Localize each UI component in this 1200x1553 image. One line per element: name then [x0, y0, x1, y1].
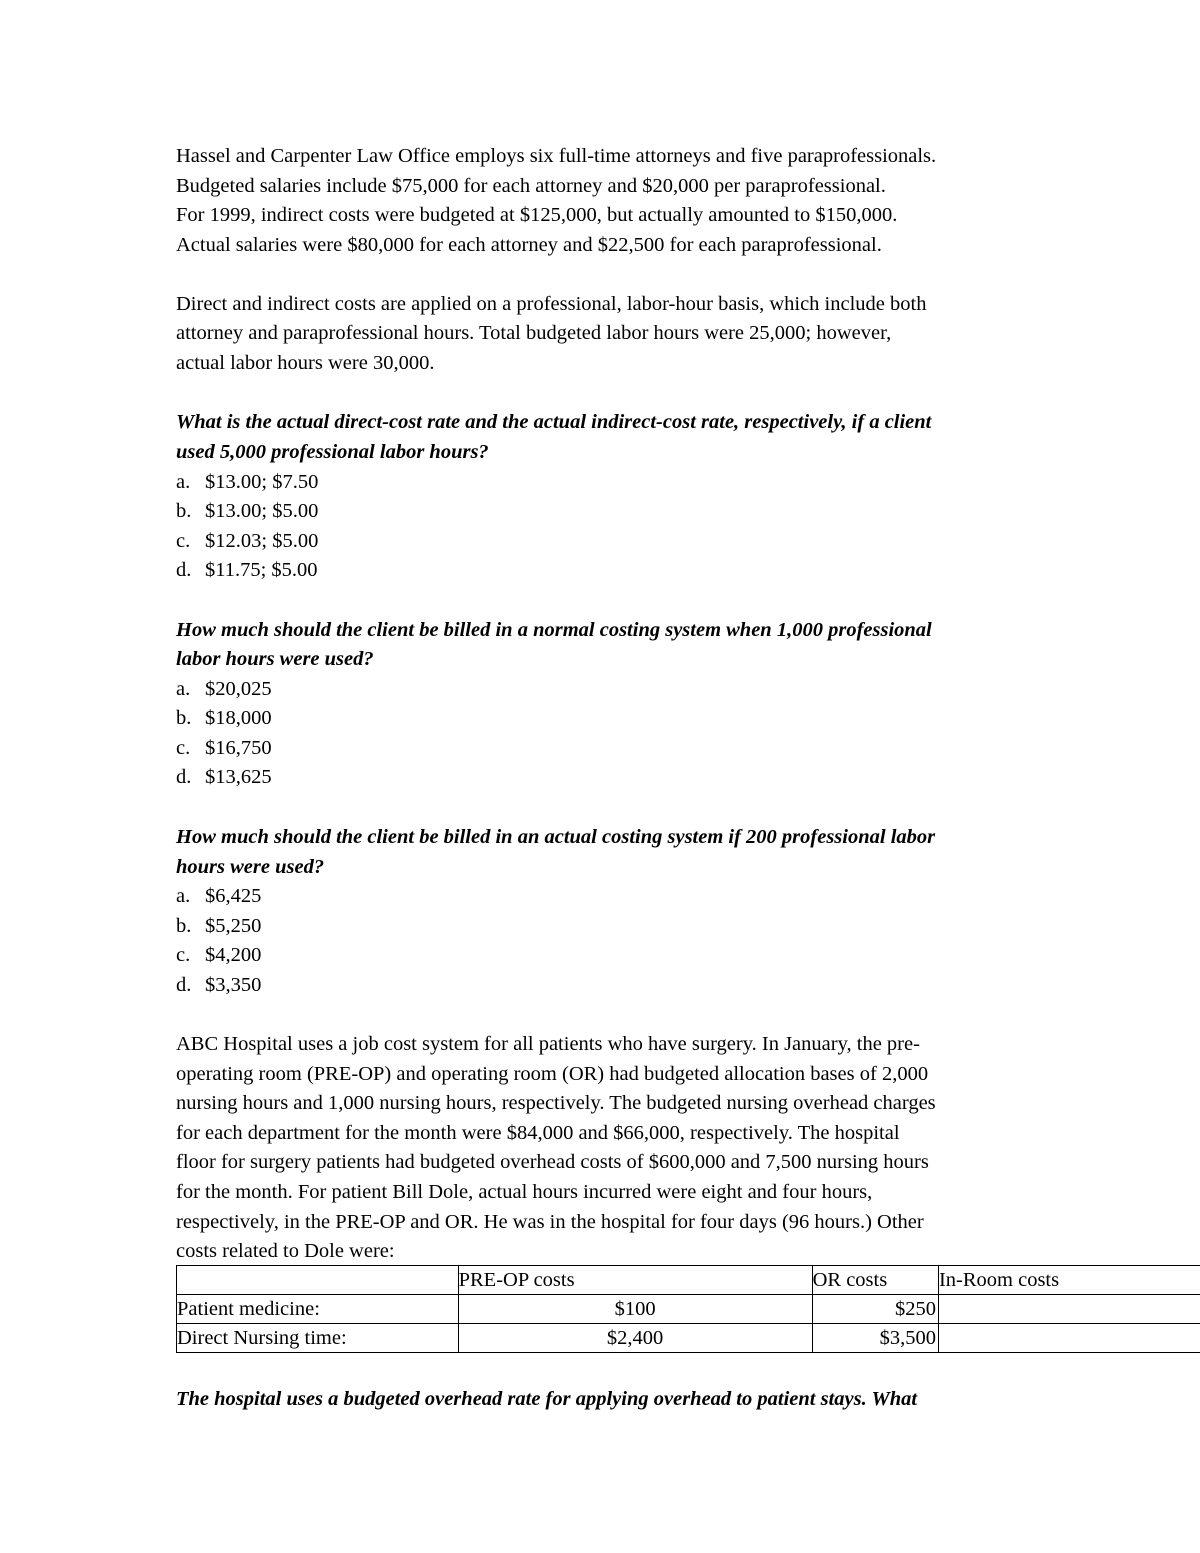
question-3-text: How much should the client be billed in an actual costing system if 200 professional labor: [176, 826, 936, 848]
option-letter: d.: [176, 766, 192, 788]
table-row: [177, 1324, 1200, 1353]
table-row: [177, 1295, 1200, 1324]
hospital-line: operating room (PRE-OP) and operating room (OR) had budgeted allocation bases of 2,000: [176, 1063, 929, 1085]
question-3-option-c: [176, 941, 261, 971]
option-text: $5,250: [205, 915, 262, 937]
intro-line: Actual salaries were $80,000 for each attorney and $22,500 for each paraprofessional.: [176, 234, 882, 256]
final-question-text: The hospital uses a budgeted overhead rate for applying overhead to patient stays. What: [176, 1388, 918, 1410]
option-text: $13,625: [205, 766, 272, 788]
intro-line: For 1999, indirect costs were budgeted at $125,000, but actually amounted to $150,000.: [176, 204, 898, 226]
option-letter: c.: [176, 530, 191, 552]
table-header-cell: In-Room costs: [938, 1266, 1200, 1295]
hospital-line: nursing hours and 1,000 nursing hours, respectively. The budgeted nursing overhead charges: [176, 1092, 936, 1114]
option-letter: a.: [176, 471, 191, 493]
hospital-line: costs related to Dole were:: [176, 1240, 395, 1262]
question-1-option-b: [176, 497, 318, 527]
table-cell: $2,400: [458, 1324, 812, 1353]
option-letter: a.: [176, 678, 191, 700]
question-2-option-d: [176, 763, 272, 793]
option-letter: c.: [176, 944, 191, 966]
option-letter: d.: [176, 559, 192, 581]
intro-line: Budgeted salaries include $75,000 for each attorney and $20,000 per paraprofessional.: [176, 175, 886, 197]
basis-line: attorney and paraprofessional hours. Total budgeted labor hours were 25,000; however,: [176, 322, 892, 344]
question-2-option-a: [176, 675, 272, 705]
table-header-cell: [177, 1266, 459, 1295]
option-text: $11.75; $5.00: [205, 559, 318, 581]
question-1-option-a: [176, 468, 318, 498]
table-cell: $3,500: [812, 1324, 938, 1353]
question-3-option-b: [176, 912, 261, 942]
option-letter: b.: [176, 915, 192, 937]
option-text: $3,350: [205, 974, 262, 996]
option-text: $13.00; $7.50: [205, 471, 319, 493]
question-3-option-a: [176, 882, 261, 912]
question-1-option-d: [176, 556, 318, 586]
question-3-text: hours were used?: [176, 856, 325, 878]
table-header-cell: OR costs: [812, 1266, 938, 1295]
hospital-line: ABC Hospital uses a job cost system for all patients who have surgery. In January, the pre-: [176, 1033, 920, 1055]
intro-line: Hassel and Carpenter Law Office employs six full-time attorneys and five paraprofessionals.: [176, 145, 937, 167]
option-letter: a.: [176, 885, 191, 907]
basis-line: actual labor hours were 30,000.: [176, 352, 435, 374]
option-text: $16,750: [205, 737, 272, 759]
hospital-line: for each department for the month were $84,000 and $66,000, respectively. The hospital: [176, 1122, 900, 1144]
option-text: $6,425: [205, 885, 262, 907]
table-cell: $100: [458, 1295, 812, 1324]
option-text: $18,000: [205, 707, 272, 729]
table-cell: [938, 1295, 1200, 1324]
hospital-line: respectively, in the PRE-OP and OR. He was in the hospital for four days (96 hours.) Other: [176, 1211, 924, 1233]
option-text: $12.03; $5.00: [205, 530, 319, 552]
table-cell: Patient medicine:: [177, 1295, 459, 1324]
option-letter: b.: [176, 500, 192, 522]
option-text: $4,200: [205, 944, 262, 966]
hospital-line: floor for surgery patients had budgeted overhead costs of $600,000 and 7,500 nursing hours: [176, 1151, 929, 1173]
question-1-text: What is the actual direct-cost rate and the actual indirect-cost rate, respectively, if a client: [176, 411, 932, 433]
option-letter: b.: [176, 707, 192, 729]
option-text: $20,025: [205, 678, 272, 700]
basis-line: Direct and indirect costs are applied on a professional, labor-hour basis, which include both: [176, 293, 927, 315]
question-1-option-c: [176, 527, 318, 557]
option-letter: d.: [176, 974, 192, 996]
question-2-text: labor hours were used?: [176, 648, 374, 670]
option-letter: c.: [176, 737, 191, 759]
question-2-option-c: [176, 734, 272, 764]
question-2-option-b: [176, 704, 272, 734]
table-header-row: [177, 1266, 1200, 1295]
question-3-option-d: [176, 971, 261, 1001]
option-text: $13.00; $5.00: [205, 500, 319, 522]
table-header-cell: PRE-OP costs: [458, 1266, 812, 1295]
table-cell: $250: [812, 1295, 938, 1324]
table-cell: [938, 1324, 1200, 1353]
question-1-text: used 5,000 professional labor hours?: [176, 441, 489, 463]
cost-table: [176, 1265, 1200, 1353]
question-2-text: How much should the client be billed in a normal costing system when 1,000 professional: [176, 619, 932, 641]
table-cell: Direct Nursing time:: [177, 1324, 459, 1353]
hospital-line: for the month. For patient Bill Dole, actual hours incurred were eight and four hours,: [176, 1181, 873, 1203]
